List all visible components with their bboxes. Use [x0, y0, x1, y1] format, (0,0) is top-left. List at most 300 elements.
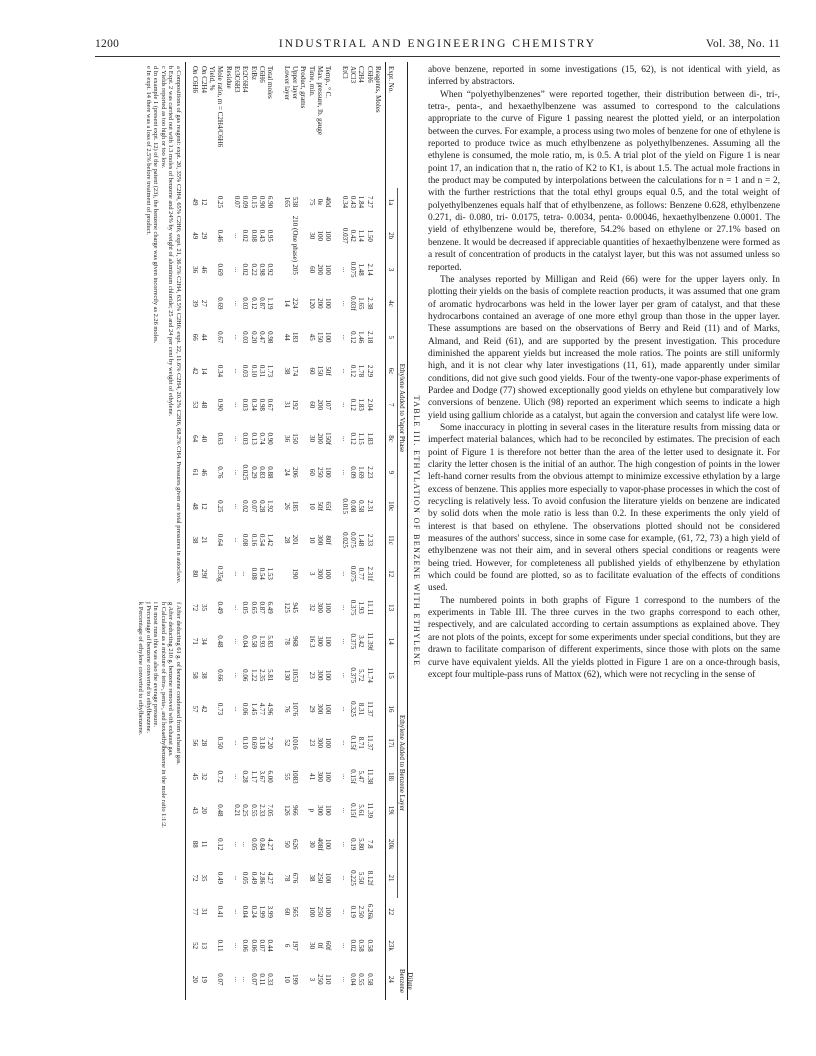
- group-vapor-phase: Ethylene Added to Vapor Phase: [397, 188, 406, 628]
- table-cell: 0.08: [349, 500, 358, 513]
- row-label: On C2H4: [199, 66, 208, 94]
- table-cell: 0.06: [241, 939, 250, 952]
- table-cell: ...: [232, 469, 241, 476]
- table-cell: ...: [232, 875, 241, 881]
- table-cell: 6.49: [266, 601, 275, 614]
- table-cell: ...: [241, 571, 250, 577]
- journal-title: INDUSTRIAL AND ENGINEERING CHEMISTRY: [278, 38, 597, 50]
- table-cell: 35: [199, 874, 208, 882]
- table-cell: 0.69: [216, 297, 225, 310]
- table-cell: 4.96: [266, 702, 275, 716]
- table-cell: 16.3: [307, 635, 316, 648]
- group-benzene-layer: Ethylene Added to Benzene Layer: [397, 628, 406, 898]
- table-cell: 34: [199, 637, 208, 645]
- table-cell: 23: [307, 739, 316, 747]
- table-cell: 300: [315, 703, 324, 715]
- table-cell: ...: [232, 638, 241, 645]
- table-cell: 0.31: [257, 364, 266, 378]
- table-cell: 3.99: [266, 905, 275, 918]
- table-cell: 4.77: [257, 702, 266, 716]
- table-footnote: d In example 1 (present expt. 12) of the patent (23), the benzene charge was given incorrectly as 2.26 moles.: [152, 66, 160, 344]
- table-cell: 250: [315, 467, 324, 478]
- table-cell: 39: [191, 299, 200, 307]
- table-cell: 0.83: [257, 466, 266, 479]
- column-header: 12: [387, 570, 395, 578]
- table-cell: 150: [291, 433, 300, 444]
- table-cell: 0.16: [249, 533, 258, 547]
- header-rule: [95, 56, 780, 57]
- table-footnote: h Calculated as a mixture of tetra-, penta-, and hexaethylbenzene in the mole ratio 1:1:2.: [159, 602, 167, 828]
- table-cell: 100: [324, 771, 333, 782]
- table-footnote: b Expt. 2 was carried out with 1.3 moles of benzene and 24% by weight of aluminum chloride; 25 and 24 per cent by weight of ethylene.: [167, 66, 175, 417]
- table-cell: 0.03: [241, 331, 250, 344]
- table-cell: 32: [199, 773, 208, 781]
- column-header: 24: [387, 975, 395, 983]
- table-cell: 197: [291, 940, 300, 951]
- table-cell: 300: [315, 669, 324, 681]
- table-cell: 0.74: [257, 432, 266, 445]
- table-cell: 125: [282, 602, 291, 613]
- table-cell: 20: [199, 806, 208, 814]
- table-cell: 61: [191, 468, 200, 476]
- table-cell: 0.12: [249, 297, 258, 310]
- table-footnotes-left: [144, 66, 182, 586]
- table-cell: [299, 959, 307, 999]
- table-cell: 0.11: [216, 939, 225, 952]
- table-cell: 29: [307, 705, 316, 713]
- table-footnote: f After deducting 61 g. of benzene condensed from exhaust gas.: [175, 602, 182, 765]
- row-label: C6H6: [257, 66, 266, 83]
- table-cell: 5.80: [357, 838, 366, 851]
- table-cell: 192: [291, 399, 300, 411]
- table-cell: 6.90: [266, 195, 275, 209]
- table-cell: 626: [291, 838, 300, 850]
- table-cell: 0.66: [216, 669, 225, 682]
- table-cell: 2.33: [257, 804, 266, 817]
- table-cell: 0.49: [216, 871, 225, 885]
- table-cell: ...: [340, 706, 349, 712]
- table-cell: 2.38: [365, 297, 374, 310]
- table-cell: 0.04: [349, 973, 358, 986]
- table-cell: 60: [307, 401, 316, 409]
- table-cell: 538: [291, 196, 300, 208]
- table-cell: ...: [340, 909, 349, 915]
- table-cell: 966: [291, 805, 300, 816]
- table-cell: 0.025: [340, 532, 349, 548]
- table-cell: 0.69: [249, 736, 258, 749]
- table-cell: 0.42: [349, 229, 358, 242]
- table-cell: 0.92: [266, 263, 275, 276]
- table-cell: 1.53: [266, 567, 275, 580]
- table-cell: 6.00: [266, 770, 275, 783]
- table-cell: 1083: [291, 769, 300, 784]
- table-cell: 0.08: [249, 567, 258, 580]
- table-cell: ...: [232, 402, 241, 408]
- table-cell: 0.07: [216, 973, 225, 986]
- table-cell: 52: [191, 942, 200, 950]
- table-cell: 41: [307, 773, 316, 781]
- row-label: EtBz: [249, 66, 258, 80]
- table-cell: 60: [307, 367, 316, 375]
- table-cell: 0.90: [216, 398, 225, 411]
- table-cell: 1.93: [257, 635, 266, 648]
- table-cell: 11.39f: [365, 632, 374, 651]
- table-cell: 2.31f: [365, 566, 374, 582]
- table-cell: 100: [324, 805, 333, 816]
- paragraph: When “polyethylbenzenes” were reported together, their distribution between di-, tri-, tetra-, penta-, and hexaethylbenzene was assumed to correspond to the calculations appropriate to the curve of Figure 1 passing nearest the plotted yield, or an interpolation between the curves. For example, a process using two moles of benzene for one of ethylene is reported to produce twice as much ethylbenzene as polyethylbenzenes. Assuming all the ethylene is consumed, the mole ratio, m, is 0.5. A trial plot of the yield on Figure 1 is near point 17, an indication that n, the ratio of K2 to K1, is about 1.5. The actual mole fractions in the product may be computed by interpolations between the calculations for n = 1 and n = 2, with the further restrictions that the total ethyl groups equal 0.5, and the total weight of polyethylbenzenes equals half that of ethylbenzene, as follows: Benzene 0.628, ethylbenzene 0.271, di- 0.080, tri- 0.0175, tetra- 0.0034, penta- 0.00046, hexaethylbenzene 0.0001. The yield of ethylbenzene would be, therefore, 54.2% based on ethylene or 27.1% based on benzene. It would be decreased if appreciable quantities of hexaethylbenzene were formed as a result of concentration of products in the catalyst layer, but this was not assumed unless so reported.: [428, 89, 780, 273]
- table-cell: 565: [291, 906, 300, 918]
- table-cell: 66: [191, 333, 200, 341]
- table-cell: 2.33: [365, 533, 374, 547]
- table-cell: ...: [232, 300, 241, 307]
- page-number: 1200: [95, 38, 120, 50]
- row-label: On C6H6: [191, 66, 200, 94]
- table-cell: ...: [340, 773, 349, 780]
- table-cell: 0.55: [357, 973, 366, 986]
- table-cell: 5.72: [357, 669, 366, 682]
- table-cell: 40d: [324, 196, 333, 208]
- table-cell: 0.76: [216, 466, 225, 479]
- table-cell: 49: [191, 198, 200, 206]
- table-cell: ...: [232, 909, 241, 915]
- table-cell: 32: [307, 604, 316, 612]
- table-cell: 0.375: [349, 599, 358, 616]
- table-bottom-rule: [184, 62, 186, 1000]
- table-cell: 11.11: [365, 599, 374, 616]
- table-cell: 31: [199, 908, 208, 916]
- table-container: [92, 62, 422, 1000]
- body-text: [428, 64, 780, 681]
- table-cell: 0.09: [349, 466, 358, 479]
- table-cell: 0.49: [216, 601, 225, 614]
- table-cell: 0.075: [349, 532, 358, 548]
- row-labels: [191, 66, 382, 184]
- table-cell: 75: [307, 198, 316, 206]
- table-cell: 4.27: [266, 838, 275, 851]
- row-label: Et3C6H3: [232, 66, 241, 93]
- table-cell: 300: [315, 568, 324, 580]
- table-cell: 38: [191, 536, 200, 544]
- table-cell: 200: [315, 264, 324, 275]
- table-cell: 7.8: [365, 839, 374, 849]
- table-cell: 0.33: [266, 973, 275, 986]
- column-header: 13: [387, 604, 395, 612]
- table-cell: ...: [232, 841, 241, 847]
- table-cell: 1.69: [357, 466, 366, 479]
- column-header: 15: [387, 671, 395, 679]
- table-cell: 2.04: [365, 398, 374, 411]
- table-cell: 0.58: [365, 973, 374, 986]
- table-cell: 11.37: [365, 701, 374, 717]
- table-cell: 78: [282, 874, 291, 882]
- row-label: EtCl: [340, 66, 349, 79]
- table-cell: 5.50: [357, 871, 366, 885]
- table-cell: 14: [199, 367, 208, 375]
- table-cell: 150: [315, 365, 324, 377]
- table-cell: 0.02: [241, 500, 250, 513]
- table-cell: 26: [282, 502, 291, 510]
- table-footnotes-right: [136, 602, 182, 992]
- table-cell: ...: [340, 266, 349, 273]
- table-cell: 1.78: [357, 364, 366, 378]
- table-cell: 0.73: [216, 702, 225, 716]
- table-cell: 1.15: [357, 432, 366, 445]
- column-header: 19i: [387, 805, 395, 815]
- table-cell: 250: [315, 872, 324, 884]
- table-cell: 40: [199, 435, 208, 443]
- table-cell: 100: [324, 703, 333, 715]
- table-cell: 300: [315, 534, 324, 546]
- table-cell: 0.25: [216, 500, 225, 513]
- table-cell: ...: [340, 300, 349, 307]
- table-cell: 0.77: [357, 567, 366, 580]
- table-cell: [374, 959, 382, 999]
- table-cell: 1.46: [357, 331, 366, 344]
- column-header: 18i: [387, 772, 395, 782]
- table-cell: 0.12: [349, 398, 358, 411]
- table-cell: 0.15f: [349, 803, 358, 818]
- table-cell: 0.07: [257, 939, 266, 952]
- table-cell: 0.50: [216, 736, 225, 749]
- table-cell: 30: [307, 840, 316, 848]
- group-dilute-benzene: Dilute Benzene: [397, 968, 414, 994]
- table-title: TABLE III. ETHYLATION OF BENZENE WITH ETHYLENE: [412, 395, 421, 667]
- table-cell: 0.08: [241, 533, 250, 547]
- table-cell: 76: [282, 705, 291, 713]
- table-cell: ...: [241, 841, 250, 847]
- table-cell: ...: [241, 976, 250, 983]
- table-cell: 2.86: [257, 871, 266, 885]
- table-cell: 20: [191, 975, 200, 983]
- table-cell: 7.27: [365, 195, 374, 209]
- table-cell: 0.63: [216, 432, 225, 445]
- table-cell: 50: [282, 840, 291, 848]
- table-cell: ...: [340, 402, 349, 408]
- table-cell: 38: [282, 367, 291, 375]
- table-cell: ...: [340, 841, 349, 847]
- table-cell: 100: [324, 298, 333, 309]
- table-cell: 0.12: [216, 838, 225, 851]
- table-cell: 71: [191, 637, 200, 645]
- table-cell: 0.08: [249, 229, 258, 242]
- column-header: 1a: [387, 198, 395, 206]
- paragraph: The analyses reported by Milligan and Reid (66) were for the upper layers only. In plotting their yields on the basis of complete reaction products, it was assumed that one gram of aromatic hydrocarbons was held in the lower layer per gram of catalyst, and that these hydrocarbons contained an average of one more ethyl group than those in the upper layer. These assumptions are based on the observations of Berry and Reid (11) and of Marks, Almand, and Reid (61), and are supported by the present investigation. This procedure diminished the apparent yields but increased the mole ratios. The points are still uniformly high, and it is not clear why later investigations (11, 61), made apparently under similar conditions, did not give such good yields. Four of the twenty-one vapor-phase experiments of Pardee and Dodge (77) showed exceptionally good yields on ethylene but comparatively low conversions of benzene. Ulich (98) reported an experiment which seems to indicate a high yield using gallium chloride as a catalyst, but again the conversion and catalyst life were low.: [428, 274, 780, 421]
- table-footnote: i In most runs this was also the average pressure.: [152, 602, 160, 727]
- table-cell: 0.05: [241, 601, 250, 614]
- table-cell: 28: [282, 536, 291, 544]
- table-cell: ...: [232, 773, 241, 780]
- table-cell: 43: [191, 806, 200, 814]
- table-cell: 0.28: [257, 500, 266, 513]
- column-header: 11c: [387, 535, 395, 545]
- table-cell: 60f: [324, 940, 333, 951]
- table-cell: 1.22: [249, 669, 258, 682]
- paragraph: above benzene, reported in some investigations (15, 62), is not identical with yield, as inferred by abstractors.: [428, 65, 780, 88]
- row-label: Et2C6H4: [241, 66, 250, 93]
- table-cell: 0.48: [216, 804, 225, 817]
- table-cell: 0.04: [241, 905, 250, 918]
- table-cell: 0.225: [349, 870, 358, 886]
- table-cell: 0.98: [257, 263, 266, 276]
- table-cell: 100: [315, 230, 324, 242]
- table-cell: 1.92: [266, 500, 275, 513]
- table-cell: 100: [324, 838, 333, 850]
- table-cell: [332, 959, 340, 999]
- table-cell: ...: [340, 368, 349, 374]
- table-cell: 5.61: [357, 804, 366, 817]
- table-cell: ...: [232, 740, 241, 746]
- table-cell: 38: [307, 874, 316, 882]
- row-label: Residue: [224, 66, 233, 89]
- table-cell: 300: [315, 602, 324, 613]
- table-cell: 0.03: [241, 398, 250, 411]
- table-cell: 1.93: [357, 601, 366, 614]
- table-cell: 300: [315, 636, 324, 647]
- table-cell: ...: [232, 706, 241, 712]
- table-cell: 56: [191, 739, 200, 747]
- table-cell: 10: [307, 502, 316, 510]
- table-footnote: c Yields reported as too high or too low.: [159, 66, 167, 169]
- table-cell: 1.48: [357, 533, 366, 547]
- table-cell: 0.07: [249, 500, 258, 513]
- table-cell: 3.42: [357, 635, 366, 648]
- table-cell: 0.54: [257, 567, 266, 580]
- table-cell: 24: [282, 468, 291, 476]
- row-label: Time, min.: [307, 66, 316, 97]
- table-footnote: g After deducting 210 g. benzene removed with exhaust gas.: [167, 602, 175, 757]
- table-cell: 30: [307, 435, 316, 443]
- table-cell: 11: [199, 840, 208, 848]
- row-label: Yield, %: [208, 66, 217, 91]
- column-header: 3: [387, 267, 395, 272]
- table-cell: ...: [340, 942, 349, 949]
- table-cell: 199: [291, 974, 300, 985]
- table-cell: 3: [307, 977, 316, 982]
- table-cell: 45: [191, 773, 200, 781]
- table-cell: ...: [232, 368, 241, 374]
- table-cell: 0.05: [249, 838, 258, 851]
- table-cell: ...: [340, 604, 349, 611]
- table-cell: ...: [232, 672, 241, 678]
- table-cell: 50f: [315, 501, 324, 511]
- table-cell: 2.35: [257, 669, 266, 682]
- table-cell: 1.84: [357, 195, 366, 209]
- table-cell: 200: [315, 399, 324, 411]
- table-cell: 0.07: [249, 973, 258, 986]
- table-cell: 12: [199, 502, 208, 510]
- column-header: 10c: [387, 501, 395, 512]
- table-cell: 0.29: [249, 466, 258, 479]
- table-cell: 45: [307, 333, 316, 341]
- table-footnote: j Percentage of benzene converted to ethylbenzene.: [144, 602, 152, 734]
- column-header: 4c: [387, 300, 395, 307]
- row-label: C2H4: [357, 66, 366, 83]
- table-cell: 100: [324, 568, 333, 580]
- table-footnote: k Percentage of ethylene converted to ethylbenzene.: [137, 602, 145, 736]
- table-cell: 65f: [324, 501, 333, 511]
- table-cell: 36: [191, 266, 200, 274]
- table-cell: 77: [191, 908, 200, 916]
- table-cell: 110: [324, 974, 333, 985]
- table-cell: 23: [307, 671, 316, 679]
- table-cell: 19: [199, 975, 208, 983]
- row-label: Mole ratio, m = C2H4/C6H6: [216, 66, 225, 148]
- table-cell: 49: [191, 232, 200, 240]
- row-label: [332, 66, 340, 184]
- row-label: Total moles: [266, 66, 275, 99]
- table-cell: 0.21: [232, 804, 241, 817]
- table-cell: 1.83: [365, 432, 374, 445]
- table-cell: ...: [232, 334, 241, 340]
- table-cell: 0.98: [257, 398, 266, 411]
- table-cell: ...: [232, 266, 241, 273]
- table-cell: 100: [324, 602, 333, 613]
- table-cell: 5.47: [357, 770, 366, 783]
- table-cell: 44: [282, 333, 291, 341]
- table-cell: 0.87: [257, 601, 266, 614]
- table-cell: 13: [199, 942, 208, 950]
- table-cell: 0.12: [349, 331, 358, 344]
- table-cell: 48: [191, 502, 200, 510]
- table-cell: 1.83: [357, 398, 366, 411]
- table-cell: 0.58: [249, 635, 258, 648]
- table-cell: [208, 959, 216, 999]
- table-cell: 11.38: [365, 768, 374, 785]
- table-cell: 64: [191, 435, 200, 443]
- table-cell: 1.42: [266, 533, 275, 547]
- row-label: Lower layer: [282, 66, 291, 101]
- table-cell: 0f: [315, 942, 324, 949]
- table-cell: 224: [291, 298, 300, 309]
- table-cell: 72: [191, 874, 200, 882]
- table-cell: 7.05: [266, 804, 275, 817]
- table-cell: 0.88: [266, 466, 275, 479]
- table-cell: ...: [340, 571, 349, 577]
- table-cell: 1076: [291, 702, 300, 716]
- table-cell: 300: [315, 805, 324, 816]
- table-cell: 183: [291, 331, 300, 343]
- column-header: 8c: [387, 435, 395, 442]
- table-top-rule: [406, 62, 408, 1000]
- table-cell: ...: [232, 233, 241, 239]
- table-cell: 6.26k: [365, 903, 374, 920]
- table-cell: ...: [232, 435, 241, 442]
- table-cell: 0.07: [232, 195, 241, 209]
- table-cell: 1.14: [357, 229, 366, 242]
- table-header-rule: [384, 62, 386, 1000]
- table-cell: 3.67: [257, 770, 266, 783]
- table-cell: [224, 959, 232, 999]
- table-cell: 120: [307, 298, 316, 309]
- column-header: 22: [387, 908, 395, 916]
- table-cell: 0.13: [249, 432, 258, 445]
- table-cell: 58: [191, 671, 200, 679]
- table-cell: ...: [340, 435, 349, 442]
- table-cell: 57: [191, 705, 200, 713]
- table-cell: 968: [291, 636, 300, 647]
- table-cell: 0.34: [216, 364, 225, 378]
- table-cell: 250: [315, 906, 324, 918]
- table-cell: 10: [307, 536, 316, 544]
- table-cell: ...: [232, 537, 241, 543]
- table-cell: 100: [324, 872, 333, 884]
- page-header: [95, 38, 780, 56]
- column-header: 7: [387, 403, 395, 407]
- table-cell: 11.39: [365, 802, 374, 819]
- table-column: [191, 959, 382, 999]
- paragraph: The numbered points in both graphs of Figure 1 correspond to the numbers of the experiments in Table III. The three curves in the two graphs correspond to each other, respectively, and are calculated according to certain assumptions as explained above. They are not plots of the points, except for some experiments under special conditions, but they are drawn to facilitate comparison of different experiments, since those with plots on the same curve have equivalent yields. All the yields plotted in Figure 1 are on a once-through basis, except four multiple-pass runs of Mattox (62), which were not recycling in the sense of: [428, 595, 780, 680]
- table-cell: 7.20: [266, 736, 275, 749]
